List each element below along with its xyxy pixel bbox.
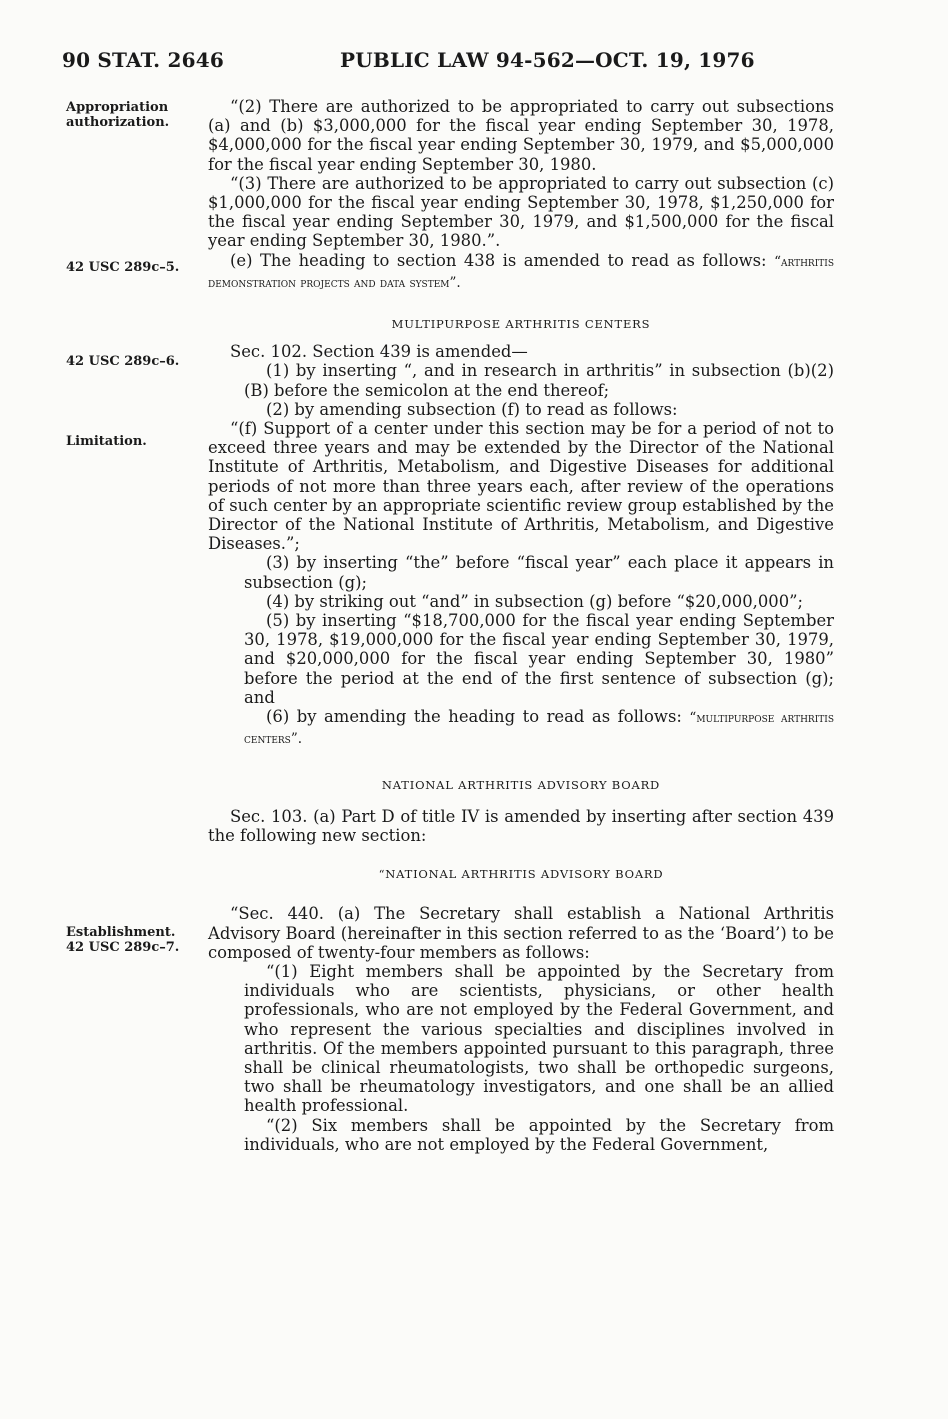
section-heading: “NATIONAL ARTHRITIS ADVISORY BOARD xyxy=(378,867,664,882)
paragraph: “(3) There are authorized to be appropriated to carry out subsection (c) $1,000,000 for the fiscal year ending September 30, 1978, $1,250,000 for the fiscal year ending September 30, 1979, and $1,500,000 for the fiscal year ending September 30, 1980.”. xyxy=(208,173,834,251)
paragraph: (3) by inserting “the” before “fiscal year” each place it appears in subsection (g); xyxy=(244,553,834,592)
paragraph: (5) by inserting “$18,700,000 for the fiscal year ending September 30, 1978, $19,000,000 for the fiscal year ending September 30, 1979, and $20,000,000 for the fiscal year ending September 30, 1980” before the period at the end of the first sentence of subsection (g); and xyxy=(244,611,834,707)
paragraph: (6) by amending the heading to read as follows: “multipurpose arthritis centers”. xyxy=(244,707,834,748)
paragraph: (4) by striking out “and” in subsection (g) before “$20,000,000”; xyxy=(266,591,804,611)
paragraph: (e) The heading to section 438 is amended to read as follows: “arthritis demonstration projects and data system”. xyxy=(208,250,834,291)
paragraph: Sec. 102. Section 439 is amended— xyxy=(230,342,528,362)
paragraph: Sec. 103. (a) Part D of title IV is amended by inserting after section 439 the following new section: xyxy=(208,806,834,845)
paragraph: “(2) Six members shall be appointed by the Secretary from individuals, who are not employed by the Federal Government, xyxy=(244,1115,834,1154)
section-heading: MULTIPURPOSE ARTHRITIS CENTERS xyxy=(391,317,651,332)
margin-note-usc5: 42 USC 289c–5. xyxy=(66,260,180,275)
paragraph: “(2) There are authorized to be appropriated to carry out subsections (a) and (b) $3,000,000 for the fiscal year ending September 30, 1978, $4,000,000 for the fiscal year ending September 30, 1979, and $5,000,000 for the fiscal year ending September 30, 1980. xyxy=(208,97,834,174)
margin-note-limitation: Limitation. xyxy=(66,434,147,449)
paragraph: “(f) Support of a center under this section may be for a period of not to exceed three years and may be extended by the Director of the National Institute of Arthritis, Metabolism, and Digestive Diseases for additional periods of not more than three years each, after review of the operations of such center by an appropriate scientific review group established by the Director of the National Institute of Arthritis, Metabolism, and Digestive Diseases.”; xyxy=(208,419,834,554)
section-heading: NATIONAL ARTHRITIS ADVISORY BOARD xyxy=(381,777,661,792)
running-header: PUBLIC LAW 94-562—OCT. 19, 1976 xyxy=(340,48,755,72)
document-body xyxy=(208,97,834,1154)
paragraph: “(1) Eight members shall be appointed by the Secretary from individuals who are scientists, physicians, or other health professionals, who are not employed by the Federal Government, and who represent the various specialties and disciplines involved in arthritis. Of the members appointed pursuant to this paragraph, three shall be clinical rheumatologists, two shall be orthopedic surgeons, two shall be rheumatology investigators, and one shall be an allied health professional. xyxy=(244,961,834,1116)
paragraph: “Sec. 440. (a) The Secretary shall establish a National Arthritis Advisory Board (hereinafter in this section referred to as the ‘Board’) to be composed of twenty-four members as follows: xyxy=(208,904,834,962)
paragraph: (2) by amending subsection (f) to read as follows: xyxy=(266,399,678,419)
paragraph: (1) by inserting “, and in research in arthritis” in subsection (b)(2)(B) before the semicolon at the end thereof; xyxy=(244,361,834,400)
stat-page-number: 90 STAT. 2646 xyxy=(62,48,224,72)
margin-note-appropriation: Appropriation authorization. xyxy=(66,100,170,130)
margin-note-usc6: 42 USC 289c–6. xyxy=(66,354,180,369)
margin-note-establishment: Establishment. 42 USC 289c–7. xyxy=(66,925,180,955)
